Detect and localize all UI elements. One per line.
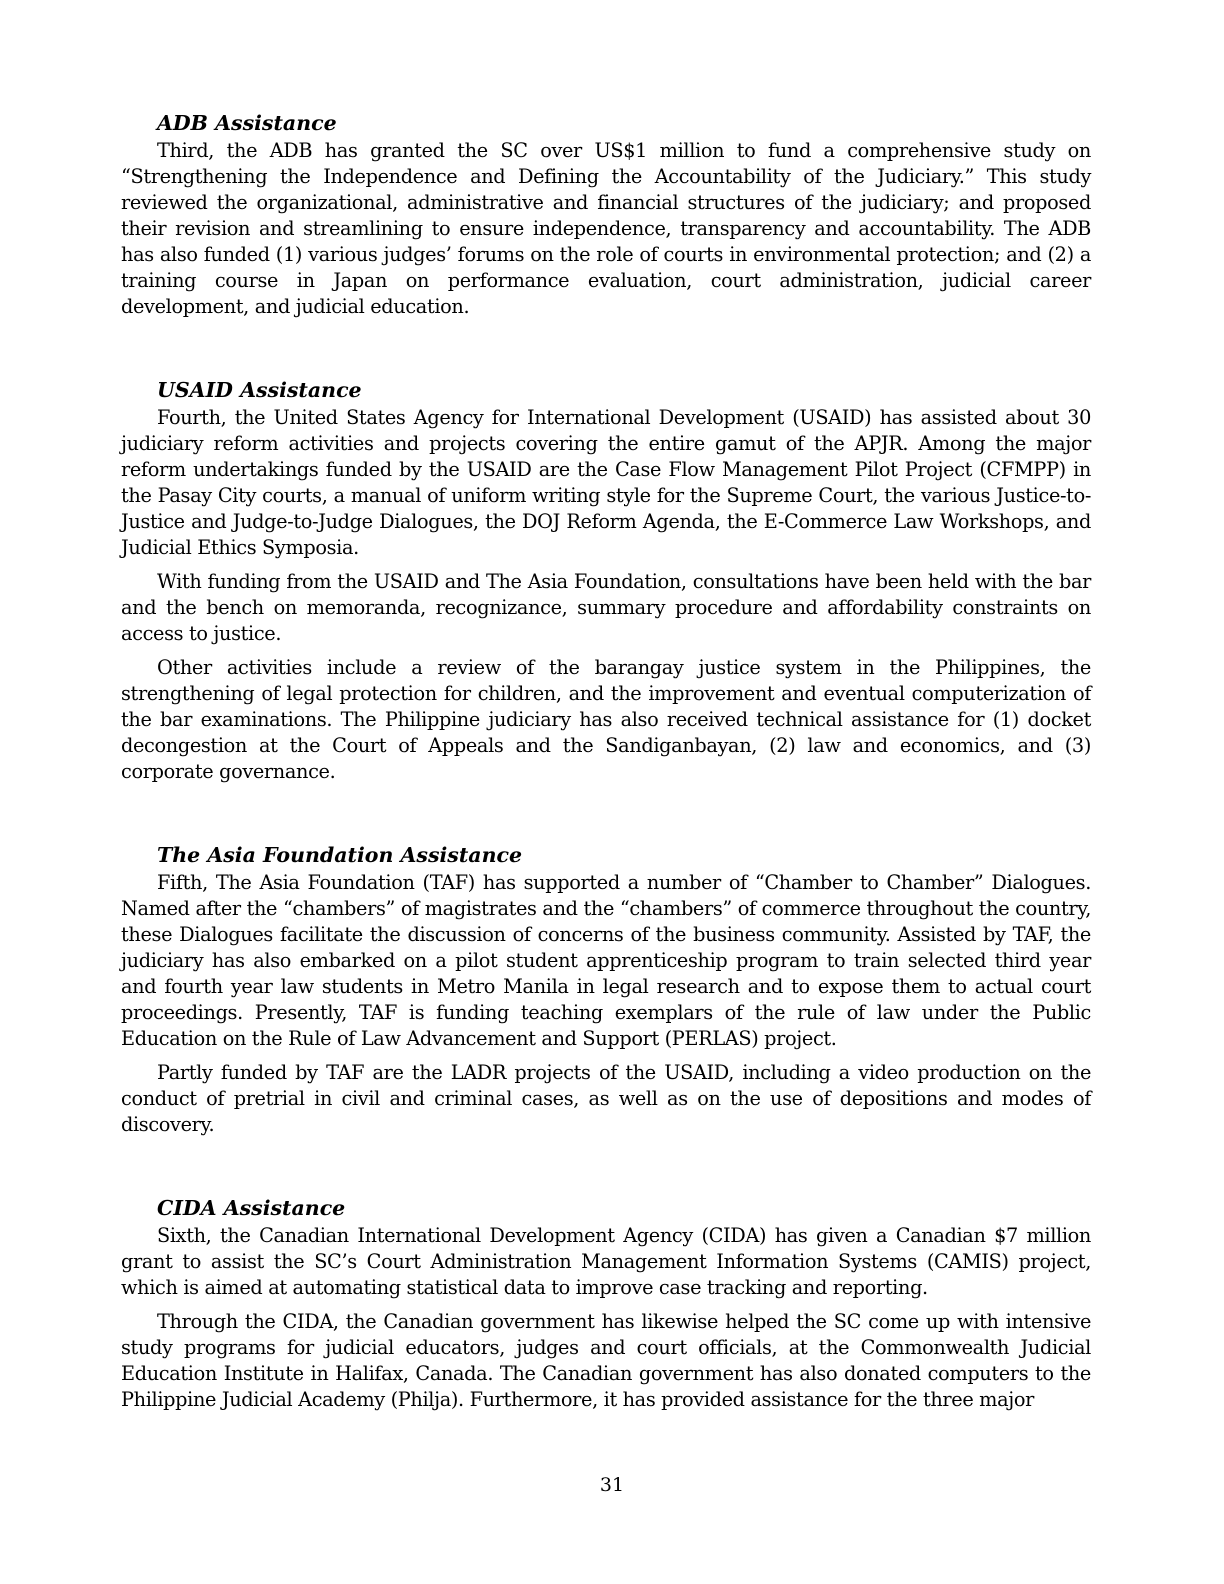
section-heading: CIDA Assistance xyxy=(157,1196,346,1220)
paragraph: With funding from the USAID and The Asia Foundation, consultations have been held with the bar and the bench on memoranda, recognizance, summary procedure and affordability constraints on access to justice. xyxy=(121,570,1091,645)
section-heading: The Asia Foundation Assistance xyxy=(157,843,522,867)
paragraph: Other activities include a review of the barangay justice system in the Philippines, the strengthening of legal protection for children, and the improvement and eventual computerization of the bar examinations. The Philippine judiciary has also received technical assistance for (1) docket decongestion at the Court of Appeals and the Sandiganbayan, (2) law and economics, and (3) corporate governance. xyxy=(121,656,1091,783)
paragraph: Through the CIDA, the Canadian government has likewise helped the SC come up with intensive study programs for judicial educators, judges and court officials, at the Commonwealth Judicial Education Institute in Halifax, Canada. The Canadian government has also donated computers to the Philippine Judicial Academy (Philja). Furthermore, it has provided assistance for the three major xyxy=(121,1310,1091,1411)
section-usaid xyxy=(121,376,1091,785)
section-heading: ADB Assistance xyxy=(157,111,337,135)
section-cida xyxy=(121,1194,1091,1413)
section-adb xyxy=(121,109,1091,320)
paragraph: Partly funded by TAF are the LADR projects of the USAID, including a video production on the conduct of pretrial in civil and criminal cases, as well as on the use of depositions and modes of discovery. xyxy=(121,1061,1091,1136)
document-body xyxy=(121,109,1091,1413)
paragraph: Sixth, the Canadian International Development Agency (CIDA) has given a Canadian $7 million grant to assist the SC’s Court Administration Management Information Systems (CAMIS) project, which is aimed at automating statistical data to improve case tracking and reporting. xyxy=(121,1224,1091,1299)
section-asia-foundation xyxy=(121,841,1091,1138)
paragraph: Fifth, The Asia Foundation (TAF) has supported a number of “Chamber to Chamber” Dialogues. Named after the “chambers” of magistrates and the “chambers” of commerce throughout the country, these Dialogues facilitate the discussion of concerns of the business community. Assisted by TAF, the judiciary has also embarked on a pilot student apprenticeship program to train selected third year and fourth year law students in Metro Manila in legal research and to expose them to actual court proceedings. Presently, TAF is funding teaching exemplars of the rule of law under the Public Education on the Rule of Law Advancement and Support (PERLAS) project. xyxy=(121,871,1091,1050)
page-number: 31 xyxy=(599,1474,625,1496)
paragraph: Fourth, the United States Agency for International Development (USAID) has assisted about 30 judiciary reform activities and projects covering the entire gamut of the APJR. Among the major reform undertakings funded by the USAID are the Case Flow Management Pilot Project (CFMPP) in the Pasay City courts, a manual of uniform writing style for the Supreme Court, the various Justice-to-Justice and Judge-to-Judge Dialogues, the DOJ Reform Agenda, the E-Commerce Law Workshops, and Judicial Ethics Symposia. xyxy=(121,406,1091,559)
section-heading: USAID Assistance xyxy=(157,378,362,402)
paragraph: Third, the ADB has granted the SC over US$1 million to fund a comprehensive study on “Strengthening the Independence and Defining the Accountability of the Judiciary.” This study reviewed the organizational, administrative and financial structures of the judiciary; and proposed their revision and streamlining to ensure independence, transparency and accountability. The ADB has also funded (1) various judges’ forums on the role of courts in environmental protection; and (2) a training course in Japan on performance evaluation, court administration, judicial career development, and judicial education. xyxy=(121,139,1091,318)
